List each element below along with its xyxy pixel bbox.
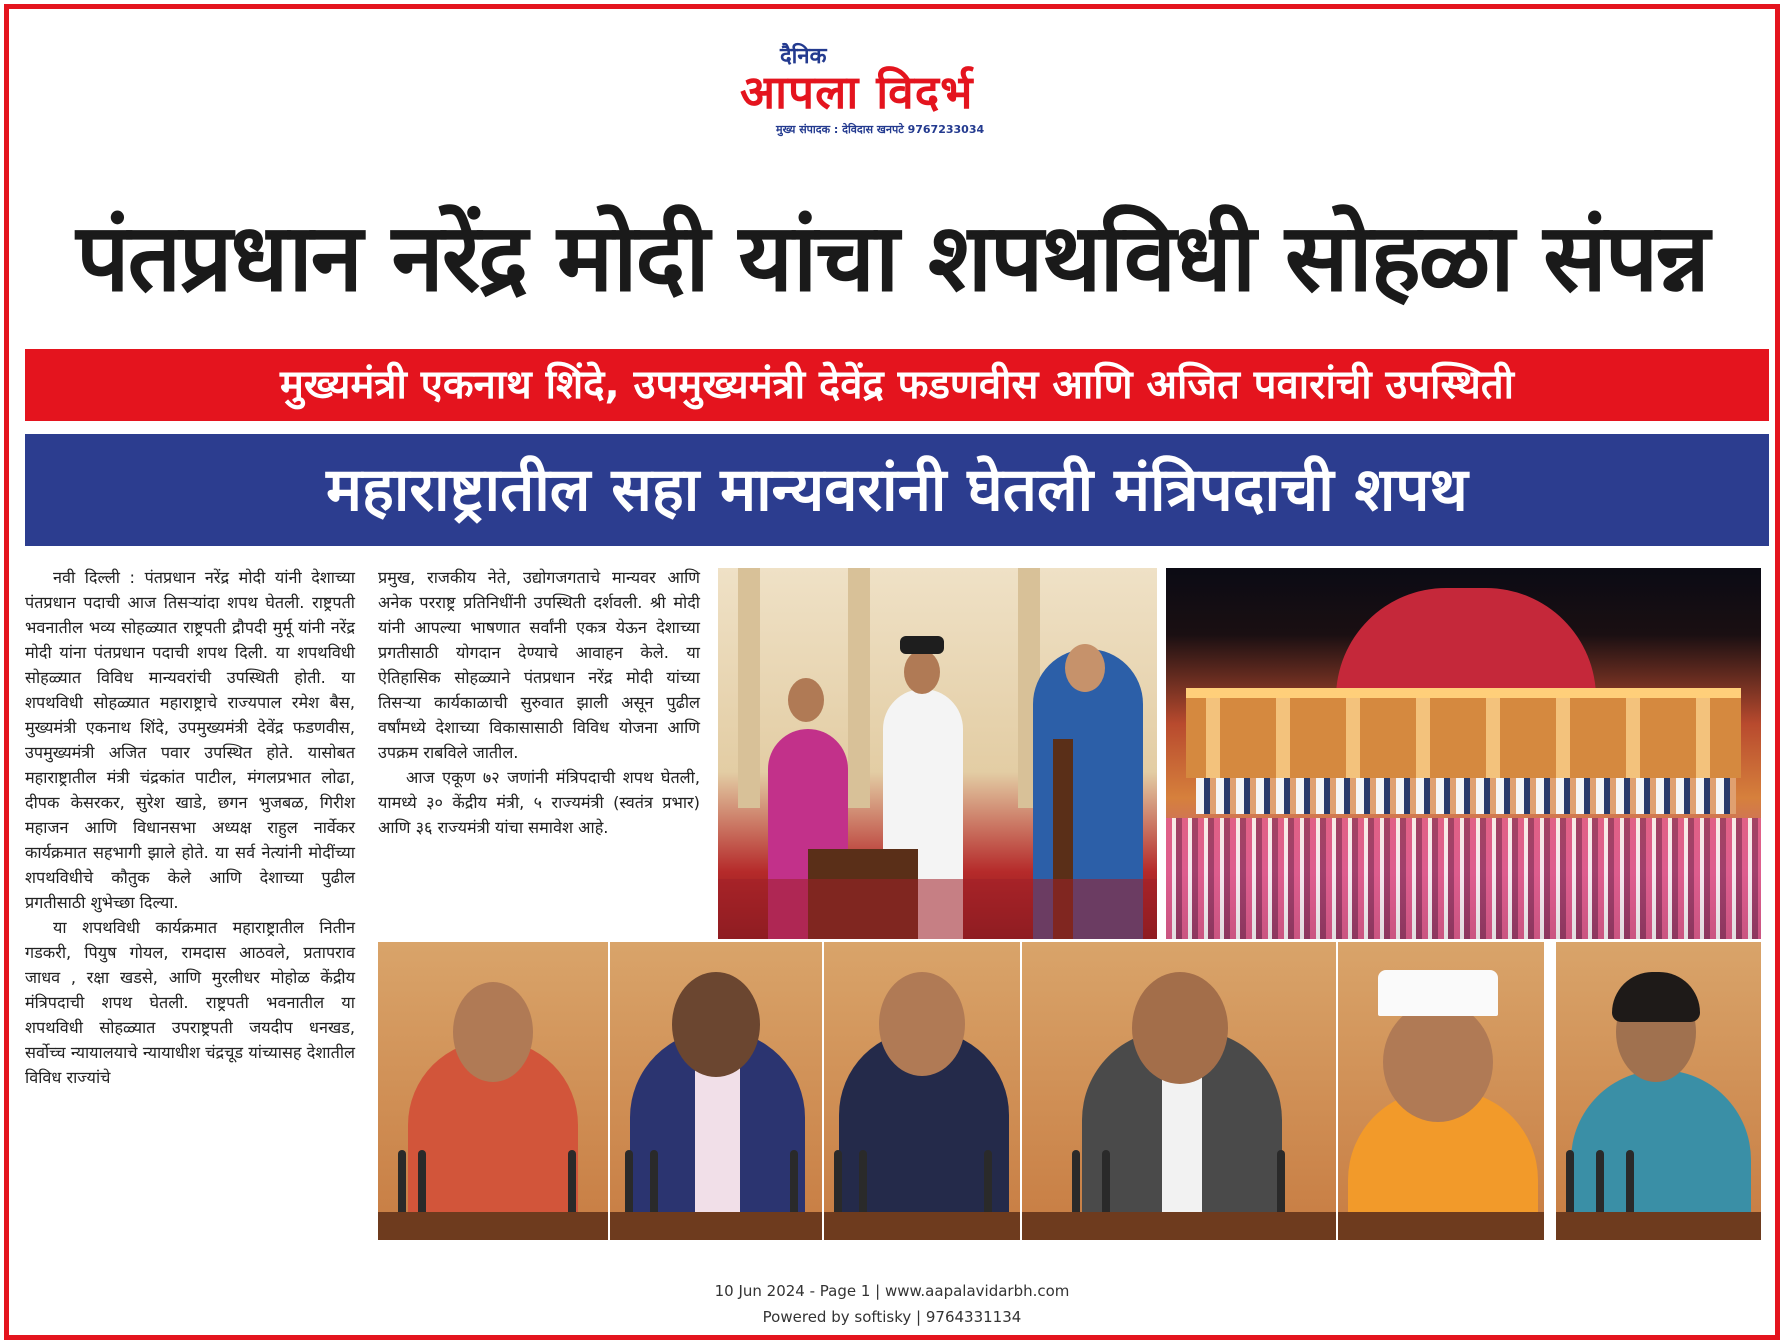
- photo-minister-5: [1338, 942, 1544, 1240]
- masthead-title: आपला विदर्भ: [740, 65, 974, 119]
- subhead-red: मुख्यमंत्री एकनाथ शिंदे, उपमुख्यमंत्री देवेंद्र फडणवीस आणि अजित पवारांची उपस्थिती: [25, 349, 1769, 421]
- masthead-editor: मुख्य संपादक : देविदास खनपटे 9767233034: [776, 123, 985, 136]
- article-column-1: [25, 565, 355, 1245]
- article-paragraph: आज एकूण ७२ जणांनी मंत्रिपदाची शपथ घेतली, यामध्ये ३० केंद्रीय मंत्री, ५ राज्यमंत्री (स्वतंत्र प्रभार) आणि ३६ राज्यमंत्री यांचा समावेश आहे.: [378, 768, 700, 837]
- article-paragraph: नवी दिल्ली : पंतप्रधान नरेंद्र मोदी यांनी देशाच्या पंतप्रधान पदाची आज तिसऱ्यांदा शपथ घेतली. राष्ट्रपती भवनातील भव्य सोहळ्यात राष्ट्रपती द्रौपदी मुर्मू यांनी नरेंद्र मोदी यांना पंतप्रधान पदाची शपथ दिली. या शपथविधी सोहळ्यात विविध मान्यवरांची उपस्थिती होती. या शपथविधी सोहळ्यात महाराष्ट्राचे राज्यपाल रमेश बैस, मुख्यमंत्री एकनाथ शिंदे, उपमुख्यमंत्री देवेंद्र फडणवीस, उपमुख्यमंत्री अजित पवार उपस्थित होते. यासोबत महाराष्ट्रातील मंत्री चंद्रकांत पाटील, मंगलप्रभात लोढा, दीपक केसरकर, सुरेश खाडे, छगन भुजबळ, गिरीश महाजन आणि विधानसभा अध्यक्ष राहुल नार्वेकर कार्यक्रमात सहभागी झाले होते. या सर्व नेत्यांनी मोदींच्या शपथविधीचे कौतुक केले आणि देशाच्या पुढील प्रगतीसाठी शुभेच्छा दिल्या.: [25, 568, 355, 912]
- photo-minister-3: [824, 942, 1020, 1240]
- photo-minister-6: [1556, 942, 1761, 1240]
- article-paragraph: प्रमुख, राजकीय नेते, उद्योगजगताचे मान्यवर आणि अनेक परराष्ट्र प्रतिनिधींनी उपस्थिती दर्शवली. श्री मोदी यांनी आपल्या भाषणात सर्वांनी एकत्र येऊन देशाच्या प्रगतीसाठी योगदान देण्याचे आवाहन केले. या ऐतिहासिक सोहळ्याने पंतप्रधान नरेंद्र मोदी यांच्या तिसऱ्या कार्यकाळाची सुरुवात झाली असून पुढील वर्षांमध्ये देशाच्या विकासासाठी विविध योजना आणि उपक्रम राबविले जातील.: [378, 568, 700, 762]
- photo-swearing-in: [718, 568, 1157, 939]
- masthead: [740, 40, 1060, 140]
- article-paragraph: या शपथविधी कार्यक्रमात महाराष्ट्रातील नितीन गडकरी, पियुष गोयल, रामदास आठवले, प्रतापराव जाधव , रक्षा खडसे, आणि मुरलीधर मोहोळ केंद्रीय मंत्रिपदाची शपथ घेतली. राष्ट्रपती भवनातील या शपथविधी सोहळ्यात उपराष्ट्रपती जयदीप धनखड, सर्वोच्च न्यायालयाचे न्यायाधीश चंद्रचूड यांच्यासह देशातील विविध राज्यांचे: [25, 918, 355, 1087]
- photo-rashtrapati-bhavan: [1166, 568, 1761, 939]
- footer-powered-by: Powered by softisky | 9764331134: [762, 1308, 1022, 1326]
- footer-date-page: 10 Jun 2024 - Page 1 | www.aapalavidarbh.com: [714, 1282, 1070, 1300]
- main-headline: पंतप्रधान नरेंद्र मोदी यांचा शपथविधी सोहळा संपन्न: [76, 204, 1708, 313]
- photo-minister-2: [610, 942, 822, 1240]
- photo-minister-4: [1022, 942, 1336, 1240]
- photo-minister-1: [378, 942, 608, 1240]
- masthead-daily: दैनिक: [780, 44, 827, 69]
- article-column-2: [378, 565, 700, 925]
- subhead-blue: महाराष्ट्रातील सहा मान्यवरांनी घेतली मंत्रिपदाची शपथ: [25, 434, 1769, 546]
